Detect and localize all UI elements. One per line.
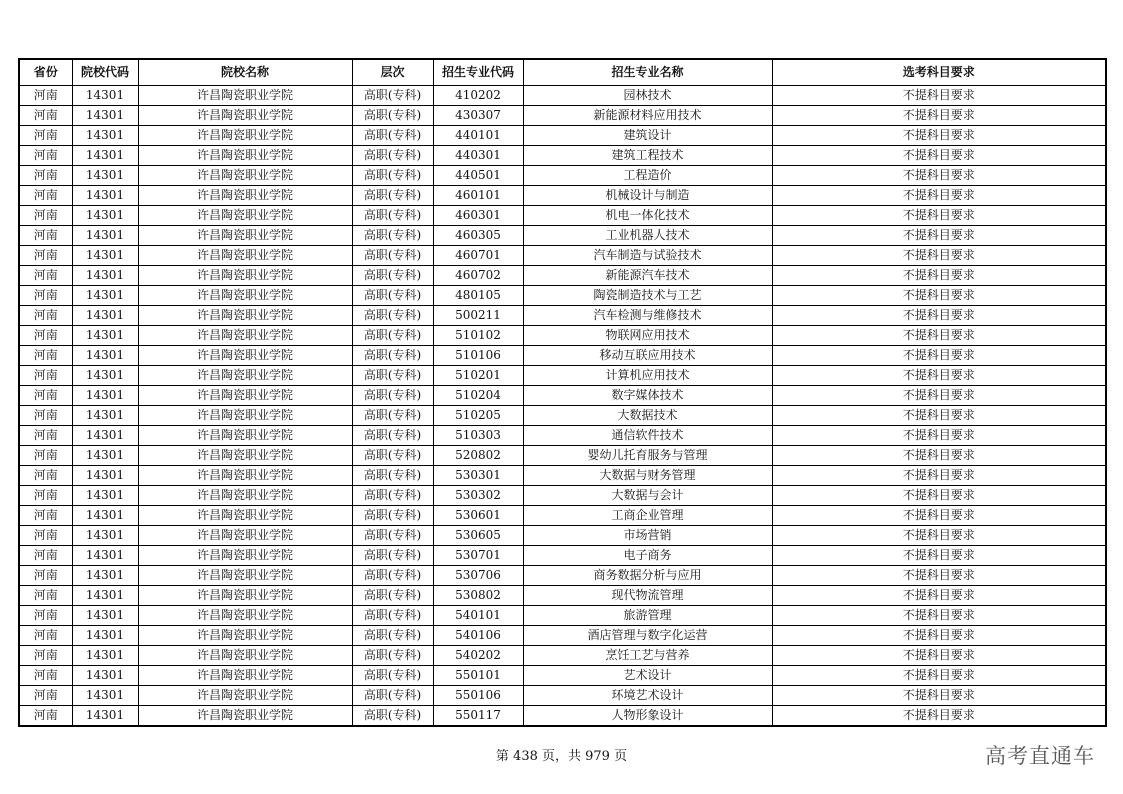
cell-subject-requirement: 不提科目要求 <box>772 386 1106 406</box>
cell-major-name: 工商企业管理 <box>523 506 772 526</box>
page-number: 第 438 页，共 979 页 <box>495 749 628 764</box>
cell-subject-requirement: 不提科目要求 <box>772 186 1106 206</box>
table-row <box>19 366 1106 386</box>
table-row <box>19 686 1106 706</box>
cell-major-name: 大数据技术 <box>523 406 772 426</box>
cell-major-name: 市场营销 <box>523 526 772 546</box>
watermark-logo: 高考直通车 <box>985 744 1095 768</box>
cell-major-name: 数字媒体技术 <box>523 386 772 406</box>
cell-major-name: 大数据与财务管理 <box>523 466 772 486</box>
cell-major-code: 500211 <box>433 306 523 326</box>
cell-level: 高职(专科) <box>352 306 433 326</box>
table-row <box>19 706 1106 727</box>
cell-province: 河南 <box>19 126 72 146</box>
header-major-code: 招生专业代码 <box>433 59 523 86</box>
cell-subject-requirement: 不提科目要求 <box>772 666 1106 686</box>
cell-province: 河南 <box>19 466 72 486</box>
cell-school-code: 14301 <box>72 406 138 426</box>
cell-major-name: 机电一体化技术 <box>523 206 772 226</box>
cell-school-code: 14301 <box>72 686 138 706</box>
cell-school-code: 14301 <box>72 486 138 506</box>
cell-subject-requirement: 不提科目要求 <box>772 466 1106 486</box>
cell-school-name: 许昌陶瓷职业学院 <box>138 706 352 727</box>
cell-province: 河南 <box>19 326 72 346</box>
cell-level: 高职(专科) <box>352 466 433 486</box>
table-row <box>19 186 1106 206</box>
cell-school-code: 14301 <box>72 586 138 606</box>
cell-subject-requirement: 不提科目要求 <box>772 426 1106 446</box>
cell-school-code: 14301 <box>72 146 138 166</box>
cell-school-code: 14301 <box>72 166 138 186</box>
table-body <box>19 86 1106 727</box>
cell-province: 河南 <box>19 706 72 727</box>
cell-school-code: 14301 <box>72 346 138 366</box>
cell-level: 高职(专科) <box>352 146 433 166</box>
cell-major-code: 460701 <box>433 246 523 266</box>
cell-major-code: 510303 <box>433 426 523 446</box>
cell-province: 河南 <box>19 266 72 286</box>
cell-major-code: 440101 <box>433 126 523 146</box>
enrollment-table <box>18 58 1107 727</box>
cell-major-code: 460702 <box>433 266 523 286</box>
table-row <box>19 566 1106 586</box>
cell-subject-requirement: 不提科目要求 <box>772 366 1106 386</box>
cell-major-code: 520802 <box>433 446 523 466</box>
cell-school-code: 14301 <box>72 326 138 346</box>
cell-school-code: 14301 <box>72 266 138 286</box>
cell-subject-requirement: 不提科目要求 <box>772 86 1106 106</box>
cell-major-code: 510102 <box>433 326 523 346</box>
cell-subject-requirement: 不提科目要求 <box>772 286 1106 306</box>
cell-subject-requirement: 不提科目要求 <box>772 106 1106 126</box>
cell-school-name: 许昌陶瓷职业学院 <box>138 166 352 186</box>
cell-major-name: 汽车制造与试验技术 <box>523 246 772 266</box>
cell-province: 河南 <box>19 366 72 386</box>
cell-school-code: 14301 <box>72 626 138 646</box>
cell-level: 高职(专科) <box>352 526 433 546</box>
cell-subject-requirement: 不提科目要求 <box>772 166 1106 186</box>
table-row <box>19 486 1106 506</box>
table-row <box>19 626 1106 646</box>
cell-level: 高职(专科) <box>352 486 433 506</box>
cell-major-name: 酒店管理与数字化运营 <box>523 626 772 646</box>
cell-major-name: 烹饪工艺与营养 <box>523 646 772 666</box>
cell-subject-requirement: 不提科目要求 <box>772 566 1106 586</box>
header-major-name: 招生专业名称 <box>523 59 772 86</box>
cell-school-code: 14301 <box>72 466 138 486</box>
table-row <box>19 306 1106 326</box>
table-row <box>19 166 1106 186</box>
cell-school-code: 14301 <box>72 506 138 526</box>
cell-level: 高职(专科) <box>352 266 433 286</box>
cell-school-code: 14301 <box>72 566 138 586</box>
cell-school-name: 许昌陶瓷职业学院 <box>138 186 352 206</box>
cell-school-name: 许昌陶瓷职业学院 <box>138 426 352 446</box>
cell-major-name: 艺术设计 <box>523 666 772 686</box>
cell-major-code: 510106 <box>433 346 523 366</box>
cell-major-name: 新能源材料应用技术 <box>523 106 772 126</box>
cell-subject-requirement: 不提科目要求 <box>772 506 1106 526</box>
table-row <box>19 126 1106 146</box>
cell-subject-requirement: 不提科目要求 <box>772 406 1106 426</box>
cell-major-code: 550106 <box>433 686 523 706</box>
cell-major-code: 430307 <box>433 106 523 126</box>
cell-subject-requirement: 不提科目要求 <box>772 686 1106 706</box>
cell-school-name: 许昌陶瓷职业学院 <box>138 306 352 326</box>
cell-school-name: 许昌陶瓷职业学院 <box>138 546 352 566</box>
cell-province: 河南 <box>19 486 72 506</box>
cell-subject-requirement: 不提科目要求 <box>772 206 1106 226</box>
cell-major-name: 计算机应用技术 <box>523 366 772 386</box>
cell-major-code: 530701 <box>433 546 523 566</box>
cell-province: 河南 <box>19 346 72 366</box>
cell-major-name: 工业机器人技术 <box>523 226 772 246</box>
cell-school-code: 14301 <box>72 386 138 406</box>
cell-major-code: 460101 <box>433 186 523 206</box>
table-row <box>19 646 1106 666</box>
cell-level: 高职(专科) <box>352 566 433 586</box>
cell-major-code: 510205 <box>433 406 523 426</box>
cell-province: 河南 <box>19 226 72 246</box>
cell-major-code: 540106 <box>433 626 523 646</box>
table-row <box>19 106 1106 126</box>
cell-major-code: 460305 <box>433 226 523 246</box>
cell-major-code: 440501 <box>433 166 523 186</box>
cell-school-name: 许昌陶瓷职业学院 <box>138 286 352 306</box>
cell-school-code: 14301 <box>72 426 138 446</box>
cell-major-code: 550117 <box>433 706 523 727</box>
cell-subject-requirement: 不提科目要求 <box>772 646 1106 666</box>
cell-level: 高职(专科) <box>352 406 433 426</box>
table-row <box>19 226 1106 246</box>
table-row <box>19 546 1106 566</box>
cell-school-name: 许昌陶瓷职业学院 <box>138 526 352 546</box>
table-row <box>19 86 1106 106</box>
cell-major-code: 460301 <box>433 206 523 226</box>
cell-subject-requirement: 不提科目要求 <box>772 706 1106 727</box>
cell-level: 高职(专科) <box>352 186 433 206</box>
cell-major-code: 530605 <box>433 526 523 546</box>
cell-school-code: 14301 <box>72 286 138 306</box>
cell-school-code: 14301 <box>72 306 138 326</box>
cell-major-code: 550101 <box>433 666 523 686</box>
table-header-row <box>19 59 1106 86</box>
table-row <box>19 586 1106 606</box>
cell-level: 高职(专科) <box>352 426 433 446</box>
cell-province: 河南 <box>19 646 72 666</box>
cell-school-name: 许昌陶瓷职业学院 <box>138 606 352 626</box>
cell-province: 河南 <box>19 106 72 126</box>
table-row <box>19 406 1106 426</box>
table-row <box>19 386 1106 406</box>
cell-school-code: 14301 <box>72 246 138 266</box>
cell-major-name: 建筑工程技术 <box>523 146 772 166</box>
cell-province: 河南 <box>19 306 72 326</box>
cell-school-name: 许昌陶瓷职业学院 <box>138 446 352 466</box>
cell-school-name: 许昌陶瓷职业学院 <box>138 626 352 646</box>
cell-level: 高职(专科) <box>352 346 433 366</box>
cell-level: 高职(专科) <box>352 706 433 727</box>
cell-major-name: 大数据与会计 <box>523 486 772 506</box>
cell-province: 河南 <box>19 246 72 266</box>
table-row <box>19 426 1106 446</box>
cell-school-name: 许昌陶瓷职业学院 <box>138 646 352 666</box>
cell-subject-requirement: 不提科目要求 <box>772 446 1106 466</box>
cell-school-name: 许昌陶瓷职业学院 <box>138 126 352 146</box>
cell-school-code: 14301 <box>72 186 138 206</box>
cell-province: 河南 <box>19 166 72 186</box>
table-row <box>19 446 1106 466</box>
cell-subject-requirement: 不提科目要求 <box>772 226 1106 246</box>
cell-province: 河南 <box>19 546 72 566</box>
cell-major-name: 建筑设计 <box>523 126 772 146</box>
header-school-code: 院校代码 <box>72 59 138 86</box>
cell-school-code: 14301 <box>72 366 138 386</box>
cell-school-name: 许昌陶瓷职业学院 <box>138 146 352 166</box>
cell-school-code: 14301 <box>72 86 138 106</box>
cell-level: 高职(专科) <box>352 166 433 186</box>
cell-subject-requirement: 不提科目要求 <box>772 266 1106 286</box>
cell-school-code: 14301 <box>72 646 138 666</box>
cell-province: 河南 <box>19 206 72 226</box>
cell-school-code: 14301 <box>72 706 138 727</box>
cell-subject-requirement: 不提科目要求 <box>772 586 1106 606</box>
cell-province: 河南 <box>19 406 72 426</box>
cell-major-code: 530802 <box>433 586 523 606</box>
cell-major-name: 电子商务 <box>523 546 772 566</box>
header-school-name: 院校名称 <box>138 59 352 86</box>
cell-level: 高职(专科) <box>352 546 433 566</box>
cell-major-code: 510204 <box>433 386 523 406</box>
cell-subject-requirement: 不提科目要求 <box>772 326 1106 346</box>
cell-province: 河南 <box>19 566 72 586</box>
cell-province: 河南 <box>19 686 72 706</box>
cell-school-name: 许昌陶瓷职业学院 <box>138 266 352 286</box>
cell-level: 高职(专科) <box>352 86 433 106</box>
cell-level: 高职(专科) <box>352 666 433 686</box>
cell-major-code: 530302 <box>433 486 523 506</box>
cell-subject-requirement: 不提科目要求 <box>772 626 1106 646</box>
cell-major-code: 540202 <box>433 646 523 666</box>
cell-major-name: 工程造价 <box>523 166 772 186</box>
cell-major-name: 商务数据分析与应用 <box>523 566 772 586</box>
cell-level: 高职(专科) <box>352 506 433 526</box>
cell-school-code: 14301 <box>72 606 138 626</box>
cell-subject-requirement: 不提科目要求 <box>772 526 1106 546</box>
table-row <box>19 146 1106 166</box>
table-row <box>19 526 1106 546</box>
cell-level: 高职(专科) <box>352 366 433 386</box>
cell-major-code: 410202 <box>433 86 523 106</box>
cell-school-name: 许昌陶瓷职业学院 <box>138 206 352 226</box>
cell-subject-requirement: 不提科目要求 <box>772 126 1106 146</box>
cell-major-name: 新能源汽车技术 <box>523 266 772 286</box>
cell-level: 高职(专科) <box>352 226 433 246</box>
cell-level: 高职(专科) <box>352 246 433 266</box>
cell-school-code: 14301 <box>72 526 138 546</box>
table-row <box>19 206 1106 226</box>
cell-subject-requirement: 不提科目要求 <box>772 146 1106 166</box>
cell-major-name: 旅游管理 <box>523 606 772 626</box>
cell-school-name: 许昌陶瓷职业学院 <box>138 86 352 106</box>
cell-major-code: 530706 <box>433 566 523 586</box>
cell-level: 高职(专科) <box>352 326 433 346</box>
cell-school-name: 许昌陶瓷职业学院 <box>138 326 352 346</box>
cell-province: 河南 <box>19 86 72 106</box>
table-row <box>19 506 1106 526</box>
cell-level: 高职(专科) <box>352 206 433 226</box>
cell-major-code: 480105 <box>433 286 523 306</box>
cell-level: 高职(专科) <box>352 126 433 146</box>
cell-province: 河南 <box>19 506 72 526</box>
cell-province: 河南 <box>19 526 72 546</box>
cell-school-name: 许昌陶瓷职业学院 <box>138 486 352 506</box>
cell-province: 河南 <box>19 186 72 206</box>
cell-school-name: 许昌陶瓷职业学院 <box>138 386 352 406</box>
cell-level: 高职(专科) <box>352 646 433 666</box>
cell-school-name: 许昌陶瓷职业学院 <box>138 466 352 486</box>
cell-province: 河南 <box>19 666 72 686</box>
cell-school-code: 14301 <box>72 206 138 226</box>
cell-subject-requirement: 不提科目要求 <box>772 486 1106 506</box>
cell-school-name: 许昌陶瓷职业学院 <box>138 406 352 426</box>
cell-province: 河南 <box>19 446 72 466</box>
cell-level: 高职(专科) <box>352 606 433 626</box>
cell-level: 高职(专科) <box>352 586 433 606</box>
cell-level: 高职(专科) <box>352 106 433 126</box>
cell-subject-requirement: 不提科目要求 <box>772 346 1106 366</box>
cell-level: 高职(专科) <box>352 686 433 706</box>
cell-school-name: 许昌陶瓷职业学院 <box>138 566 352 586</box>
cell-school-code: 14301 <box>72 546 138 566</box>
header-province: 省份 <box>19 59 72 86</box>
cell-school-code: 14301 <box>72 446 138 466</box>
cell-major-name: 移动互联应用技术 <box>523 346 772 366</box>
cell-school-name: 许昌陶瓷职业学院 <box>138 346 352 366</box>
cell-major-name: 陶瓷制造技术与工艺 <box>523 286 772 306</box>
cell-province: 河南 <box>19 146 72 166</box>
cell-school-code: 14301 <box>72 126 138 146</box>
table-row <box>19 286 1106 306</box>
cell-subject-requirement: 不提科目要求 <box>772 606 1106 626</box>
table-row <box>19 606 1106 626</box>
cell-level: 高职(专科) <box>352 446 433 466</box>
cell-province: 河南 <box>19 606 72 626</box>
cell-major-code: 530601 <box>433 506 523 526</box>
header-subject-requirement: 选考科目要求 <box>772 59 1106 86</box>
cell-province: 河南 <box>19 586 72 606</box>
cell-school-name: 许昌陶瓷职业学院 <box>138 106 352 126</box>
cell-major-code: 540101 <box>433 606 523 626</box>
table-row <box>19 326 1106 346</box>
cell-major-name: 汽车检测与维修技术 <box>523 306 772 326</box>
cell-subject-requirement: 不提科目要求 <box>772 306 1106 326</box>
cell-school-name: 许昌陶瓷职业学院 <box>138 506 352 526</box>
cell-major-code: 530301 <box>433 466 523 486</box>
cell-major-name: 物联网应用技术 <box>523 326 772 346</box>
table-row <box>19 346 1106 366</box>
cell-school-name: 许昌陶瓷职业学院 <box>138 586 352 606</box>
cell-province: 河南 <box>19 626 72 646</box>
cell-school-name: 许昌陶瓷职业学院 <box>138 666 352 686</box>
cell-province: 河南 <box>19 386 72 406</box>
cell-major-name: 现代物流管理 <box>523 586 772 606</box>
cell-school-name: 许昌陶瓷职业学院 <box>138 246 352 266</box>
table-row <box>19 266 1106 286</box>
cell-school-name: 许昌陶瓷职业学院 <box>138 366 352 386</box>
table-row <box>19 246 1106 266</box>
cell-school-code: 14301 <box>72 226 138 246</box>
cell-major-name: 机械设计与制造 <box>523 186 772 206</box>
cell-province: 河南 <box>19 286 72 306</box>
cell-major-code: 440301 <box>433 146 523 166</box>
cell-school-name: 许昌陶瓷职业学院 <box>138 686 352 706</box>
header-level: 层次 <box>352 59 433 86</box>
cell-level: 高职(专科) <box>352 626 433 646</box>
cell-major-name: 环境艺术设计 <box>523 686 772 706</box>
cell-major-name: 婴幼儿托育服务与管理 <box>523 446 772 466</box>
cell-school-code: 14301 <box>72 106 138 126</box>
cell-school-name: 许昌陶瓷职业学院 <box>138 226 352 246</box>
cell-major-name: 通信软件技术 <box>523 426 772 446</box>
cell-major-code: 510201 <box>433 366 523 386</box>
cell-province: 河南 <box>19 426 72 446</box>
cell-major-name: 园林技术 <box>523 86 772 106</box>
cell-subject-requirement: 不提科目要求 <box>772 246 1106 266</box>
table-row <box>19 666 1106 686</box>
cell-major-name: 人物形象设计 <box>523 706 772 727</box>
cell-level: 高职(专科) <box>352 286 433 306</box>
cell-school-code: 14301 <box>72 666 138 686</box>
table-row <box>19 466 1106 486</box>
cell-subject-requirement: 不提科目要求 <box>772 546 1106 566</box>
cell-level: 高职(专科) <box>352 386 433 406</box>
